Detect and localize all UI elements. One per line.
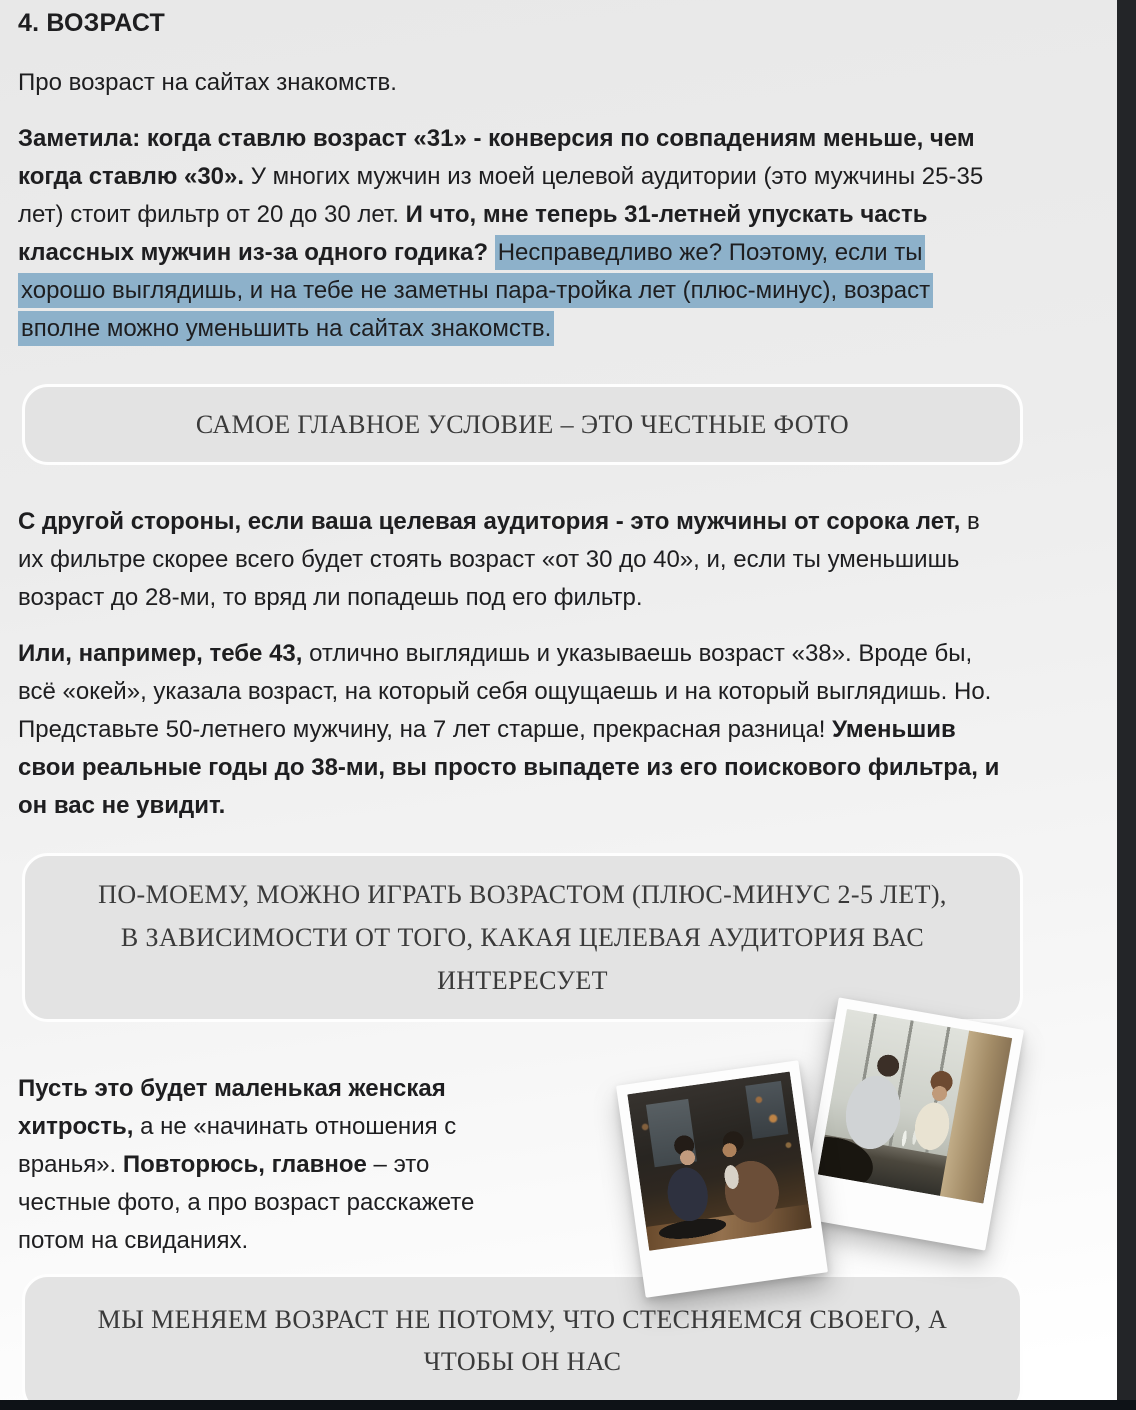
text-run: Про возраст на сайтах знакомств. (18, 69, 397, 96)
callout-text: САМОЕ ГЛАВНОЕ УСЛОВИЕ – ЭТО ЧЕСТНЫЕ ФОТО (195, 410, 850, 439)
paragraph-fortythree (18, 635, 1006, 825)
photo-bar-couple-image (627, 1072, 811, 1251)
right-edge-strip (1117, 0, 1136, 1410)
callout-text: ПО-МОЕМУ, МОЖНО ИГРАТЬ ВОЗРАСТОМ (ПЛЮС-МИНУС 2-5 ЛЕТ), В ЗАВИСИМОСТИ ОТ ТОГО, КАКАЯ ЦЕЛЕВАЯ АУДИТОРИЯ ВАС ИНТЕРЕСУЕТ (98, 880, 947, 995)
highlighted-text: Несправедливо же? Поэтому, если ты хорошо выглядишь, и на тебе не заметны пара-тройка лет (плюс-минус), возраст вполне можно уменьшить на сайтах знакомств. (18, 235, 933, 346)
text-run: в их фильтре скорее всего будет стоять возраст «от 30 до 40», и, если ты уменьшишь возраст до 28-ми, то вряд ли попадешь под его фильтр. (18, 508, 980, 611)
bold-run: Пусть это будет маленькая женская хитрость, (18, 1075, 446, 1140)
text-run: – это честные фото, а про возраст расскажете потом на свиданиях. (18, 1151, 475, 1254)
bold-run: Или, например, тебе 43, (18, 640, 303, 667)
bold-run: Повторюсь, главное (122, 1151, 367, 1178)
photo-restaurant-couple-image (818, 1009, 1013, 1204)
bold-run: И что, мне теперь 31-летней упускать часть классных мужчин из-за одного годика? (18, 201, 928, 266)
bold-run: Уменьшив свои реальные годы до 38-ми, вы просто выпадете из его поискового фильтра, и он вас не увидит. (18, 716, 1000, 819)
bold-run: Заметила: когда ставлю возраст «31» - конверсия по совпадениям меньше, чем когда ставлю «30». (18, 125, 975, 190)
paragraph-conversion (18, 120, 1006, 348)
callout-why-change-age (22, 1274, 1023, 1410)
text-run: отлично выглядишь и указываешь возраст «38». Вроде бы, всё «окей», указала возраст, на который себя ощущаешь и на который выглядишь. Но. Представьте 50-летнего мужчину, на 7 лет старше, прекрасная разница! (18, 640, 992, 743)
paragraph-intro (18, 64, 1006, 102)
callout-text: МЫ МЕНЯЕМ ВОЗРАСТ НЕ ПОТОМУ, ЧТО СТЕСНЯЕМСЯ СВОЕГО, А ЧТОБЫ ОН НАС (97, 1305, 948, 1376)
section-heading: 4. ВОЗРАСТ (18, 9, 165, 37)
photo-restaurant-couple (800, 997, 1024, 1250)
text-run: У многих мужчин из моей целевой аудитории (это мужчины 25-35 лет) стоит фильтр от 20 до 30 лет. (18, 163, 984, 228)
bottom-bar (0, 1400, 1136, 1410)
text-run: а не «начинать отношения с вранья». (18, 1113, 457, 1178)
paragraph-forty (18, 503, 1006, 617)
bold-run: С другой стороны, если ваша целевая аудитория - это мужчины от сорока лет, (18, 508, 961, 535)
photo-bar-couple (616, 1060, 828, 1298)
callout-play-with-age (22, 853, 1023, 1022)
callout-honest-photos (22, 384, 1023, 465)
paragraph-trick (18, 1070, 500, 1260)
